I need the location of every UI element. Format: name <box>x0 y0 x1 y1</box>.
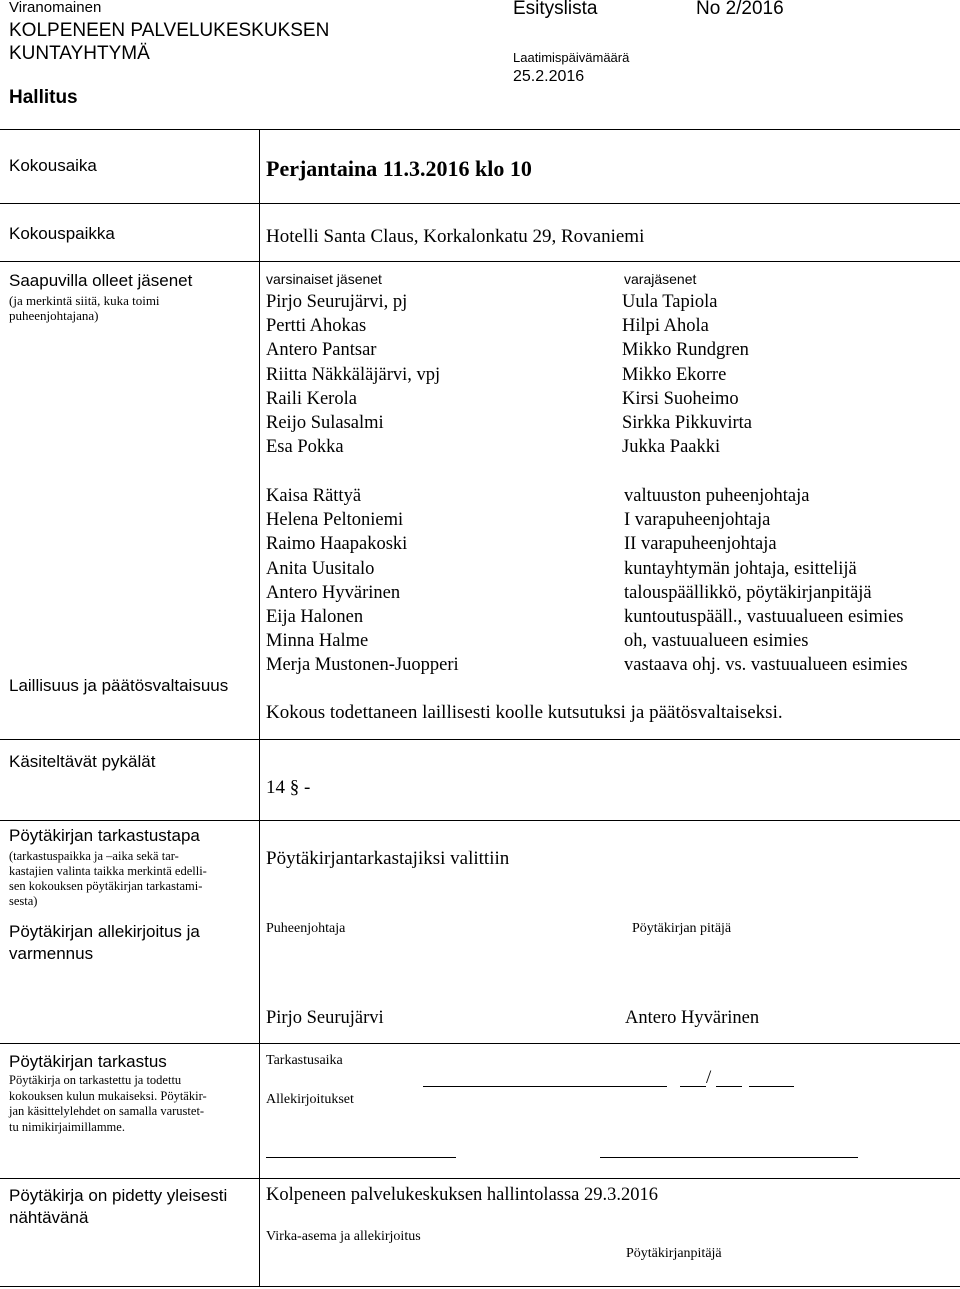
sections-value: 14 § - <box>266 777 311 798</box>
review-place-line <box>423 1086 667 1087</box>
row-divider <box>0 739 960 740</box>
members-list <box>266 290 440 459</box>
column-divider <box>259 129 260 1286</box>
secretary-label: Pöytäkirjan pitäjä <box>632 921 732 936</box>
review-time-label: Tarkastusaika <box>266 1053 343 1068</box>
review-label: Pöytäkirjan tarkastus <box>9 1052 167 1071</box>
review-sublabel: Pöytäkirja on tarkastettu ja todettu kokouksen kulun mukaiseksi. Pöytäkir- jan käsittelylehdet on samalla varustet- tu nimikirjaimillamme. <box>9 1073 207 1134</box>
other-attendees-roles <box>624 484 908 678</box>
list-item: kuntayhtymän johtaja, esittelijä <box>624 558 857 579</box>
document-type: Esityslista <box>513 0 598 19</box>
review-method-label: Pöytäkirjan tarkastustapa <box>9 826 200 845</box>
sections-label: Käsiteltävät pykälät <box>9 752 156 771</box>
review-month-line <box>716 1086 742 1087</box>
list-item: Mikko Rundgren <box>622 340 749 361</box>
body-name: Hallitus <box>9 87 78 108</box>
list-item: Anita Uusitalo <box>266 558 375 579</box>
list-item: Uula Tapiola <box>622 292 718 312</box>
review-year-line <box>749 1086 794 1087</box>
meeting-time-label: Kokousaika <box>9 156 97 175</box>
list-item: Sirkka Pikkuvirta <box>622 412 753 433</box>
row-divider <box>0 1178 960 1179</box>
header-divider <box>0 129 960 130</box>
list-item: Raimo Haapakoski <box>266 534 408 555</box>
list-item: Pirjo Seurujärvi, pj <box>266 292 408 312</box>
signature-label: Pöytäkirjan allekirjoitus ja varmennus <box>9 922 200 963</box>
list-item: Antero Pantsar <box>266 340 377 361</box>
attendees-sublabel: (ja merkintä siitä, kuka toimi puheenjohtajana) <box>9 293 160 323</box>
secretary-name: Antero Hyvärinen <box>625 1008 760 1028</box>
review-signatures-label: Allekirjoitukset <box>266 1092 354 1107</box>
list-item: Raili Kerola <box>266 388 357 409</box>
organization-name-line2: KUNTAYHTYMÄ <box>9 43 150 64</box>
list-item: Kirsi Suoheimo <box>622 388 739 409</box>
organization-name-line1: KOLPENEEN PALVELUKESKUKSEN <box>9 20 330 41</box>
list-item: Antero Hyvärinen <box>266 582 401 603</box>
list-item: Jukka Paakki <box>622 437 721 458</box>
review-date-slash: / <box>706 1067 712 1088</box>
deputies-list <box>622 290 752 459</box>
preparation-date: 25.2.2016 <box>513 68 585 85</box>
list-item: Mikko Ekorre <box>622 364 727 385</box>
review-method-value: Pöytäkirjantarkastajiksi valittiin <box>266 848 510 869</box>
row-divider <box>0 820 960 821</box>
list-item: Kaisa Rättyä <box>266 486 362 506</box>
review-method-sublabel: (tarkastuspaikka ja –aika sekä tar- kastajien valinta taikka merkintä edelli- sen kokouksen pöytäkirjan tarkastami- sesta) <box>9 849 207 908</box>
reviewer-signature-line <box>266 1157 456 1158</box>
deputies-header: varajäsenet <box>624 271 697 287</box>
list-item: Merja Mustonen-Juopperi <box>266 655 459 676</box>
list-item: I varapuheenjohtaja <box>624 510 771 531</box>
members-header: varsinaiset jäsenet <box>266 271 382 287</box>
public-display-label: Pöytäkirja on pidetty yleisesti nähtävänä <box>9 1186 228 1227</box>
document-number: No 2/2016 <box>696 0 784 19</box>
legality-value: Kokous todettaneen laillisesti koolle kutsutuksi ja päätösvaltaiseksi. <box>266 702 783 723</box>
list-item: Hilpi Ahola <box>622 316 709 337</box>
chair-name: Pirjo Seurujärvi <box>266 1008 384 1028</box>
authority-label: Viranomainen <box>9 0 102 16</box>
list-item: Helena Peltoniemi <box>266 510 404 531</box>
meeting-place-label: Kokouspaikka <box>9 224 115 243</box>
list-item: oh, vastuualueen esimies <box>624 631 809 652</box>
bottom-border <box>0 1286 960 1287</box>
list-item: Esa Pokka <box>266 437 344 458</box>
list-item: valtuuston puheenjohtaja <box>624 486 810 506</box>
list-item: talouspäällikkö, pöytäkirjanpitäjä <box>624 582 872 603</box>
position-signature-label: Virka-asema ja allekirjoitus <box>266 1229 421 1244</box>
list-item: II varapuheenjohtaja <box>624 534 777 555</box>
meeting-time-value: Perjantaina 11.3.2016 klo 10 <box>266 156 532 181</box>
row-divider <box>0 1043 960 1044</box>
list-item: kuntoutuspääll., vastuualueen esimies <box>624 606 904 627</box>
minutes-keeper-label: Pöytäkirjanpitäjä <box>626 1246 722 1261</box>
reviewer-signature-line <box>600 1157 858 1158</box>
list-item: Eija Halonen <box>266 606 364 627</box>
list-item: vastaava ohj. vs. vastuualueen esimies <box>624 655 908 676</box>
legality-label: Laillisuus ja päätösvaltaisuus <box>9 676 229 695</box>
review-day-line <box>680 1086 706 1087</box>
row-divider <box>0 261 960 262</box>
list-item: Riitta Näkkäläjärvi, vpj <box>266 364 441 385</box>
other-attendees-list <box>266 484 459 678</box>
attendees-label: Saapuvilla olleet jäsenet <box>9 271 193 290</box>
chair-label: Puheenjohtaja <box>266 921 346 936</box>
list-item: Reijo Sulasalmi <box>266 412 384 433</box>
list-item: Minna Halme <box>266 631 369 652</box>
preparation-date-label: Laatimispäivämäärä <box>513 50 630 65</box>
meeting-place-value: Hotelli Santa Claus, Korkalonkatu 29, Rovaniemi <box>266 226 645 247</box>
public-display-value: Kolpeneen palvelukeskuksen hallintolassa 29.3.2016 <box>266 1185 659 1205</box>
row-divider <box>0 203 960 204</box>
list-item: Pertti Ahokas <box>266 316 367 337</box>
